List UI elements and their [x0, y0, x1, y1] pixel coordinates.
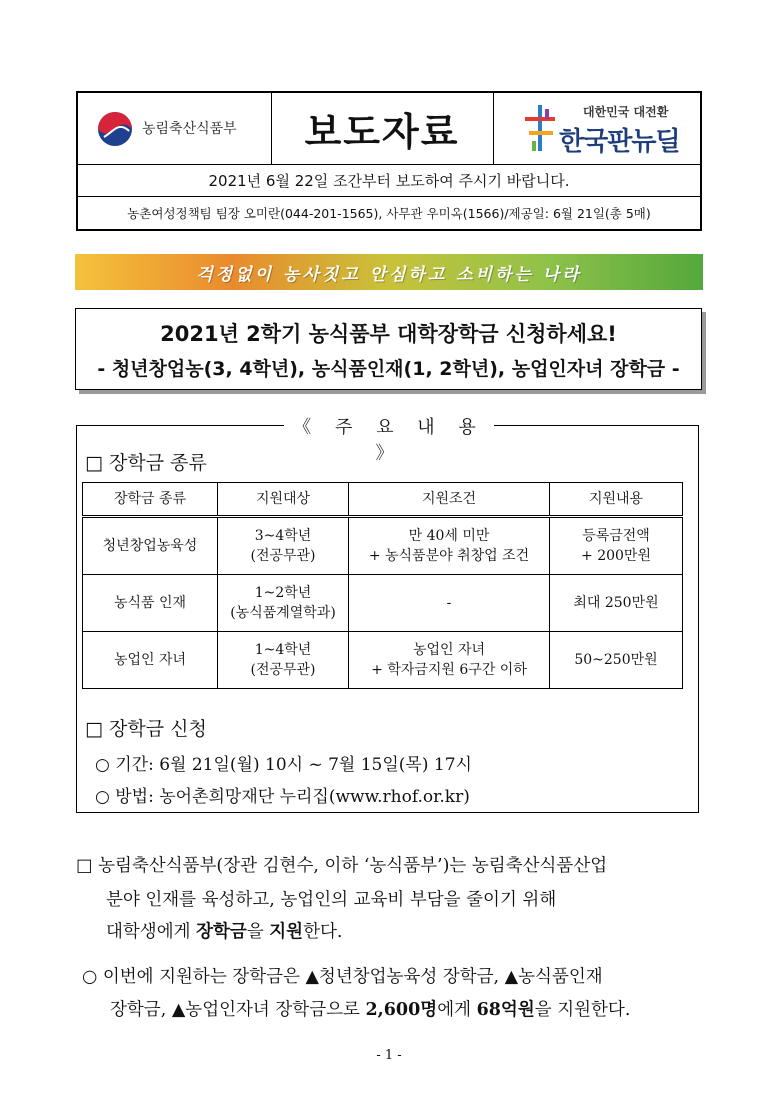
headline-box — [75, 308, 702, 390]
body-paragraph-line — [106, 918, 342, 943]
slogan-banner — [75, 254, 703, 290]
cell-line: 만 40세 미만 — [408, 528, 490, 544]
table-cell: 농식품 인재 — [83, 575, 218, 632]
table-cell — [218, 517, 349, 575]
bold-run: 68억원 — [476, 1000, 535, 1020]
table-header-cell: 지원내용 — [550, 483, 683, 517]
table-row — [83, 517, 683, 575]
scholarship-table — [82, 482, 683, 689]
cell-line: + 농식품분야 취창업 조건 — [368, 548, 530, 564]
body-paragraph-line: 분야 인재를 육성하고, 농업인의 교육비 부담을 줄이기 위해 — [106, 890, 557, 910]
release-notice: 2021년 6월 22일 조간부터 보도하여 주시기 바랍니다. — [78, 164, 700, 197]
cell-line: 3~4학년 — [254, 528, 312, 544]
cell-line: + 학자금지원 6구간 이하 — [371, 662, 527, 678]
page-title: 보도자료 — [271, 93, 494, 164]
slogan-text: 걱정없이 농사짓고 안심하고 소비하는 나라 — [196, 265, 582, 285]
bold-run: 지원 — [269, 922, 304, 942]
table-cell — [349, 517, 550, 575]
text-run: 장학금, ▲농업인자녀 장학금으로 — [110, 1000, 366, 1020]
section-scholarship-types: □ 장학금 종류 — [85, 452, 207, 474]
headline-title: 2021년 2학기 농식품부 대학장학금 신청하세요! — [160, 322, 617, 346]
cell-line: 1~2학년 — [254, 585, 312, 601]
new-deal-emblem-icon — [523, 103, 557, 153]
body-paragraph-line — [110, 996, 630, 1021]
table-cell: 50~250만원 — [550, 632, 683, 689]
cell-line: 등록금전액 — [582, 528, 650, 544]
table-cell — [218, 575, 349, 632]
body-paragraph-line: ○ 이번에 지원하는 장학금은 ▲청년창업농육성 장학금, ▲농식품인재 — [82, 967, 603, 987]
cell-line: 1~4학년 — [254, 642, 312, 658]
body-paragraph-line: □ 농림축산식품부(장관 김현수, 이하 ‘농식품부’)는 농림축산식품산업 — [76, 856, 608, 876]
application-method: ○ 방법: 농어촌희망재단 누리집(www.rhof.or.kr) — [95, 787, 470, 807]
cell-line: (농식품계열학과) — [230, 605, 336, 621]
table-row — [83, 575, 683, 632]
text-run: 대학생에게 — [106, 922, 197, 942]
cell-line: + 200만원 — [581, 548, 651, 564]
section-application: □ 장학금 신청 — [85, 718, 207, 740]
new-deal-tagline: 대한민국 대전환 — [583, 105, 669, 119]
bold-run: 장학금 — [196, 922, 247, 942]
table-cell: 농업인 자녀 — [83, 632, 218, 689]
application-period: ○ 기간: 6월 21일(월) 10시 ~ 7월 15일(목) 17시 — [95, 755, 472, 775]
table-header-row — [83, 483, 683, 517]
cell-line: (전공무관) — [250, 662, 316, 678]
ministry-logo-cell — [78, 93, 272, 164]
summary-title: 《 주 요 내 용 》 — [284, 413, 494, 437]
page-number: - 1 - — [376, 1048, 402, 1063]
press-header — [76, 91, 702, 231]
new-deal-title: 한국판뉴딜 — [559, 127, 680, 157]
new-deal-logo-cell — [493, 93, 700, 164]
table-cell — [218, 632, 349, 689]
text-run: 을 지원한다. — [534, 1000, 631, 1020]
ministry-emblem-icon — [96, 110, 134, 148]
table-header-cell: 장학금 종류 — [83, 483, 218, 517]
ministry-name: 농림축산식품부 — [142, 121, 237, 137]
bold-run: 2,600명 — [365, 1000, 438, 1020]
cell-line: 농업인 자녀 — [412, 642, 486, 658]
text-run: 을 — [246, 922, 270, 942]
table-cell: 청년창업농육성 — [83, 517, 218, 575]
headline-subtitle: - 청년창업농(3, 4학년), 농식품인재(1, 2학년), 농업인자녀 장학금 - — [97, 358, 680, 380]
text-run: 에게 — [437, 1000, 477, 1020]
table-header-cell: 지원조건 — [349, 483, 550, 517]
table-cell: - — [349, 575, 550, 632]
table-header-cell: 지원대상 — [218, 483, 349, 517]
cell-line: (전공무관) — [250, 548, 316, 564]
table-row — [83, 632, 683, 689]
table-cell — [349, 632, 550, 689]
table-cell: 최대 250만원 — [550, 575, 683, 632]
contact-info: 농촌여성정책팀 팀장 오미란(044-201-1565), 사무관 우미옥(1566)/제공일: 6월 21일(총 5매) — [127, 206, 651, 221]
table-cell — [550, 517, 683, 575]
text-run: 한다. — [303, 922, 343, 942]
